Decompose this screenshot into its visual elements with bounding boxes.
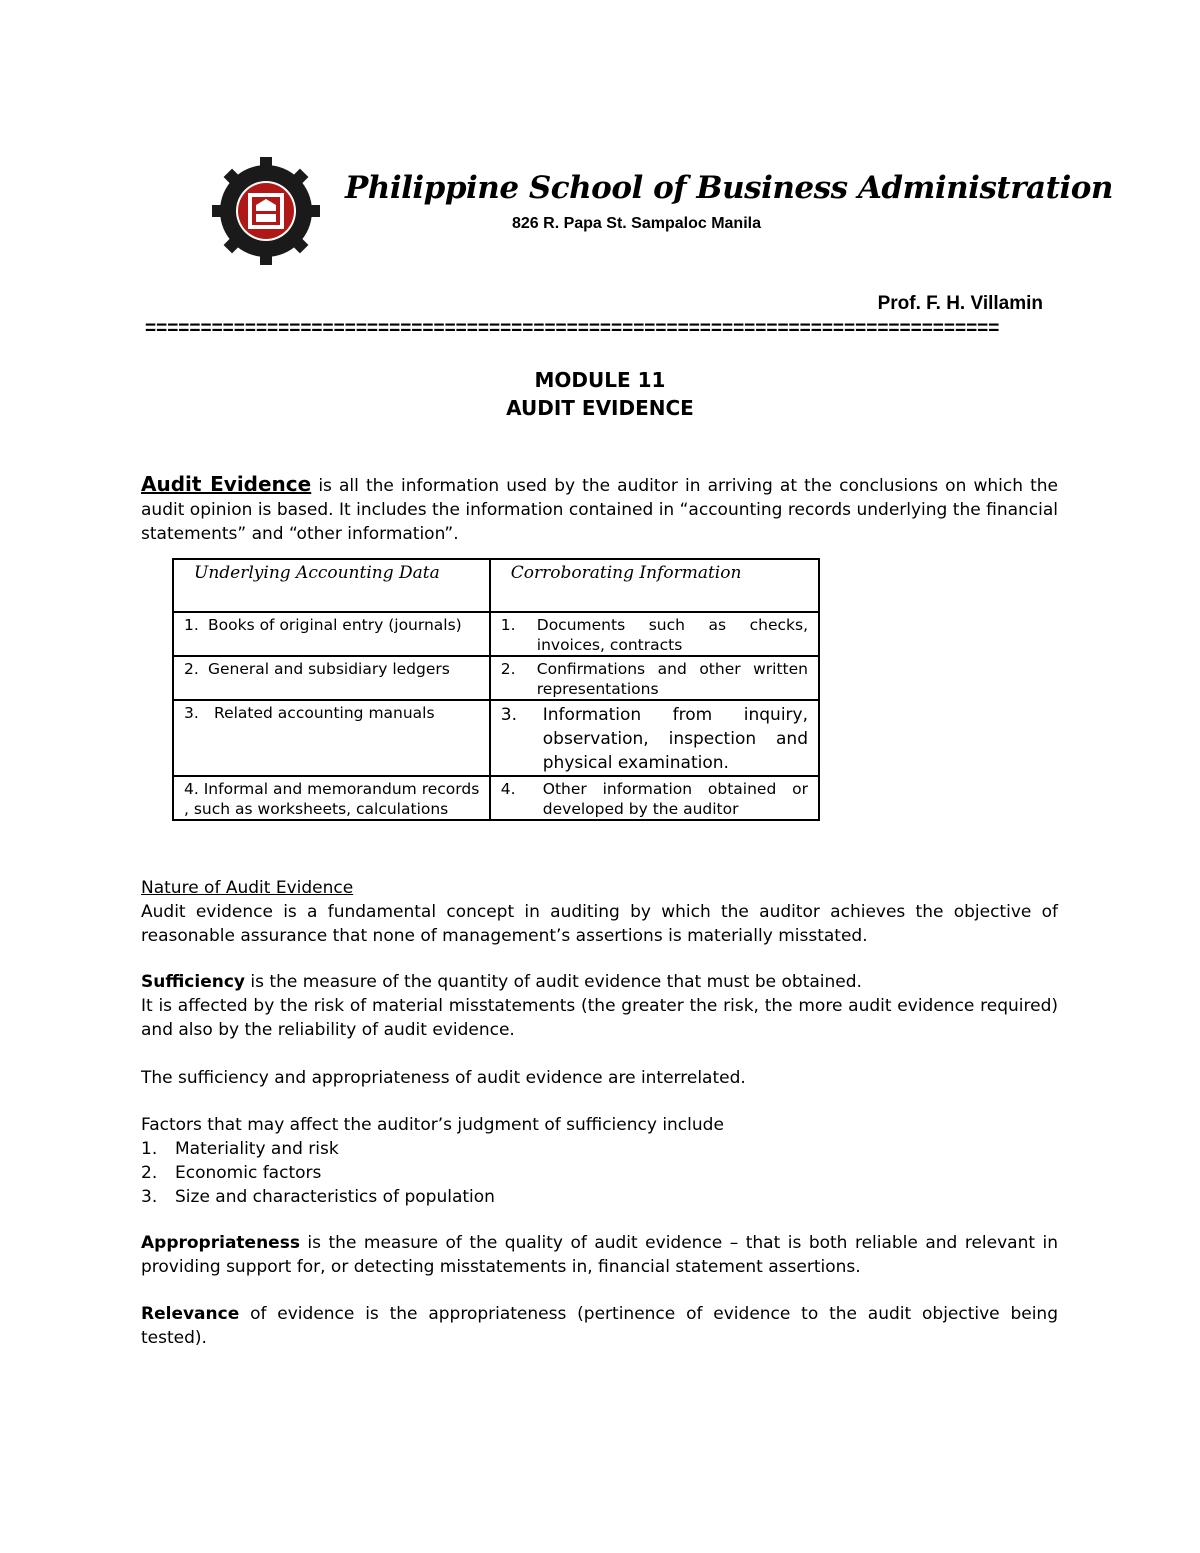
appropriateness-term: Appropriateness: [141, 1233, 300, 1253]
cell-text: Documents such as checks, invoices, contracts: [536, 616, 808, 654]
table-cell: [173, 700, 490, 776]
cell-number: 4.: [184, 780, 199, 798]
appropriateness-paragraph: [141, 1231, 1058, 1279]
sufficiency-line2: It is affected by the risk of material misstatements (the greater the risk, the more audit evidence required) and also by the reliability of audit evidence.: [141, 996, 1058, 1040]
table-row: [173, 776, 819, 820]
nature-section: [141, 876, 1058, 948]
table-cell: [490, 656, 819, 700]
sufficiency-paragraph: [141, 970, 1058, 1042]
evidence-table: [172, 558, 820, 821]
relevance-paragraph: [141, 1302, 1058, 1350]
section-heading: Nature of Audit Evidence: [141, 878, 354, 898]
list-text: Size and characteristics of population: [175, 1187, 495, 1207]
sufficiency-term: Sufficiency: [141, 972, 246, 992]
list-text: Economic factors: [175, 1163, 322, 1183]
list-item: [141, 1137, 1058, 1161]
cell-number: 4.: [500, 780, 516, 798]
cell-text: Information from inquiry, observation, inspection and physical examination.: [542, 705, 808, 773]
module-title: AUDIT EVIDENCE: [506, 396, 694, 420]
seal-icon: [210, 155, 322, 267]
table-cell: [490, 700, 819, 776]
school-name: Philippine School of Business Administration: [345, 170, 1113, 206]
cell-number: 2.: [500, 660, 516, 678]
table-cell: [490, 776, 819, 820]
school-seal-logo: [210, 155, 322, 267]
table-row: [173, 612, 819, 656]
cell-text: General and subsidiary ledgers: [208, 660, 450, 678]
cell-text: Confirmations and other written representations: [536, 660, 808, 698]
table-row: [173, 700, 819, 776]
table-header: Corroborating Information: [490, 559, 819, 612]
cell-text: Other information obtained or developed by the auditor: [542, 780, 808, 818]
factors-list: [141, 1137, 1058, 1209]
table-row: [173, 656, 819, 700]
table-header-row: [173, 559, 819, 612]
table-cell: [173, 776, 490, 820]
cell-number: 2.: [184, 660, 199, 678]
factors-intro: Factors that may affect the auditor’s judgment of sufficiency include: [141, 1115, 724, 1135]
list-number: 3.: [141, 1187, 158, 1207]
relevance-term: Relevance: [141, 1304, 240, 1324]
school-address: 826 R. Papa St. Sampaloc Manila: [512, 215, 761, 232]
list-number: 2.: [141, 1163, 158, 1183]
appropriateness-text: is the measure of the quality of audit evidence – that is both reliable and relevant in providing support for, or detecting misstatements in, financial statement assertions.: [141, 1233, 1058, 1277]
cell-number: 3.: [184, 704, 199, 722]
cell-text: Informal and memorandum records , such as worksheets, calculations: [184, 780, 480, 818]
interrelated-paragraph: The sufficiency and appropriateness of audit evidence are interrelated.: [141, 1068, 746, 1088]
professor-name: Prof. F. H. Villamin: [877, 293, 1043, 314]
list-item: [141, 1161, 1058, 1185]
separator-line: =============================================================================: [145, 318, 1000, 339]
module-number: MODULE 11: [534, 368, 666, 392]
intro-paragraph: [141, 472, 1058, 546]
list-item: [141, 1185, 1058, 1209]
table-cell: [173, 656, 490, 700]
relevance-text: of evidence is the appropriateness (pertinence of evidence to the audit objective being tested).: [141, 1304, 1058, 1348]
cell-text: Books of original entry (journals): [208, 616, 462, 634]
intro-text: is all the information used by the auditor in arriving at the conclusions on which the audit opinion is based. It includes the information contained in “accounting records underlying the financial statements” and “other information”.: [141, 476, 1058, 544]
table-cell: [490, 612, 819, 656]
list-text: Materiality and risk: [175, 1139, 339, 1159]
cell-number: 1.: [184, 616, 199, 634]
sufficiency-line1: is the measure of the quantity of audit evidence that must be obtained.: [245, 972, 862, 992]
cell-text: Related accounting manuals: [214, 704, 435, 722]
intro-term: Audit Evidence: [141, 472, 312, 496]
factors-section: [141, 1113, 1058, 1209]
table-header: Underlying Accounting Data: [173, 559, 490, 612]
cell-number: 1.: [500, 616, 516, 634]
table-cell: [173, 612, 490, 656]
cell-number: 3.: [500, 705, 517, 725]
list-number: 1.: [141, 1139, 158, 1159]
nature-text: Audit evidence is a fundamental concept in auditing by which the auditor achieves the objective of reasonable assurance that none of management’s assertions is materially misstated.: [141, 902, 1058, 946]
